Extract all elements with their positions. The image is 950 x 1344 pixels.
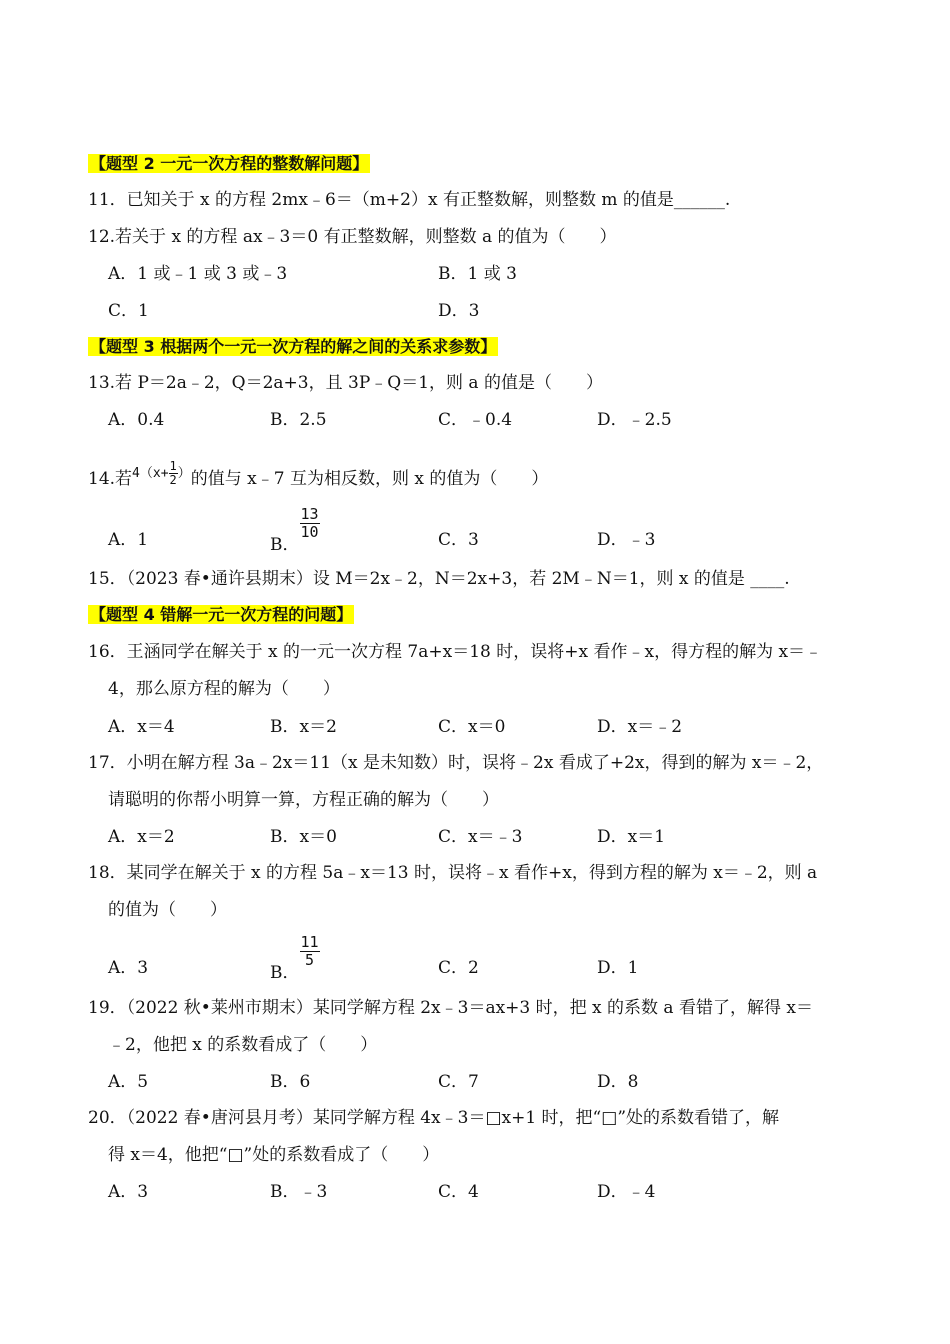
question-18: 18．某同学在解关于 x 的方程 5a﹣x＝13 时，误将﹣x 看作+x，得到方程的解为 x＝﹣2，则 a	[88, 863, 818, 883]
question-18-cont: 的值为（ ）	[108, 900, 227, 920]
question-19-cont: ﹣2，他把 x 的系数看成了（ ）	[108, 1035, 378, 1055]
option-c: C．7	[438, 1072, 479, 1092]
option-c: C．﹣0.4	[438, 410, 513, 430]
option-d: D．﹣4	[597, 1182, 656, 1202]
math-expression: 4（x+ $\frac{1}{2}$ ）	[132, 459, 191, 487]
question-17-cont: 请聪明的你帮小明算一算，方程正确的解为（ ）	[108, 790, 499, 810]
section-heading-3: 【题型 3 根据两个一元一次方程的解之间的关系求参数】	[90, 337, 497, 356]
question-19: 19．（2022 秋•莱州市期末）某同学解方程 2x﹣3＝ax+3 时，把 x 的系数 a 看错了，解得 x＝	[88, 998, 813, 1018]
option-a: A．1	[108, 530, 149, 550]
question-16-cont: 4，那么原方程的解为（ ）	[108, 679, 340, 699]
option-a: A．x＝2	[108, 827, 175, 847]
fraction: $\frac{13}{10}$	[300, 505, 319, 541]
option-a: A．5	[108, 1072, 149, 1092]
section-heading-2: 【题型 2 一元一次方程的整数解问题】	[90, 154, 369, 173]
question-11: 11．已知关于 x 的方程 2mx﹣6＝（m+2）x 有正整数解，则整数 m 的值是______.	[88, 190, 731, 210]
option-b: B．6	[270, 1072, 311, 1092]
option-d: D．x＝1	[597, 827, 666, 847]
question-17: 17．小明在解方程 3a﹣2x＝11（x 是未知数）时，误将﹣2x 看成了+2x，得到的解为 x＝﹣2，	[88, 753, 824, 773]
option-a: A．3	[108, 1182, 149, 1202]
option-b: B．2.5	[270, 410, 327, 430]
fraction: $\frac{11}{5}$	[300, 933, 319, 969]
option-b: B．1 或 3	[438, 264, 517, 284]
question-20-cont: 得 x＝4，他把“□”处的系数看成了（ ）	[108, 1145, 440, 1165]
option-d: D．x＝﹣2	[597, 717, 683, 737]
question-16: 16．王涵同学在解关于 x 的一元一次方程 7a+x＝18 时，误将+x 看作﹣x，得方程的解为 x＝﹣	[88, 642, 823, 662]
option-d: D．﹣3	[597, 530, 656, 550]
option-d: D．﹣2.5	[597, 410, 672, 430]
question-14: 14.若4（x+ $\frac{1}{2}$ ）的值与 x﹣7 互为相反数，则 x 的值为（ ）	[88, 459, 549, 489]
option-b: B．x＝0	[270, 827, 337, 847]
option-d: D．1	[597, 958, 639, 978]
option-a: A．x＝4	[108, 717, 175, 737]
option-b: B． $\frac{13}{10}$	[270, 505, 319, 555]
fraction: $\frac{1}{2}$	[169, 459, 177, 487]
option-c: C．1	[108, 301, 149, 321]
option-c: C．4	[438, 1182, 479, 1202]
option-b: B．﹣3	[270, 1182, 328, 1202]
option-a: A．1 或﹣1 或 3 或﹣3	[108, 264, 288, 284]
option-a: A．3	[108, 958, 149, 978]
option-c: C．3	[438, 530, 479, 550]
question-13: 13.若 P＝2a﹣2，Q＝2a+3，且 3P﹣Q＝1，则 a 的值是（ ）	[88, 373, 603, 393]
question-20: 20．（2022 春•唐河县月考）某同学解方程 4x﹣3＝□x+1 时，把“□”处的系数看错了，解	[88, 1108, 780, 1128]
question-12: 12.若关于 x 的方程 ax﹣3＝0 有正整数解，则整数 a 的值为（ ）	[88, 227, 617, 247]
option-b: B．x＝2	[270, 717, 337, 737]
option-d: D．3	[438, 301, 480, 321]
option-b: B． $\frac{11}{5}$	[270, 933, 319, 983]
option-a: A．0.4	[108, 410, 165, 430]
option-c: C．2	[438, 958, 479, 978]
question-15: 15．（2023 春•通许县期末）设 M＝2x﹣2，N＝2x+3，若 2M﹣N＝1，则 x 的值是 ____.	[88, 569, 790, 589]
option-d: D．8	[597, 1072, 639, 1092]
option-c: C．x＝0	[438, 717, 506, 737]
option-c: C．x＝﹣3	[438, 827, 523, 847]
section-heading-4: 【题型 4 错解一元一次方程的问题】	[90, 605, 353, 624]
